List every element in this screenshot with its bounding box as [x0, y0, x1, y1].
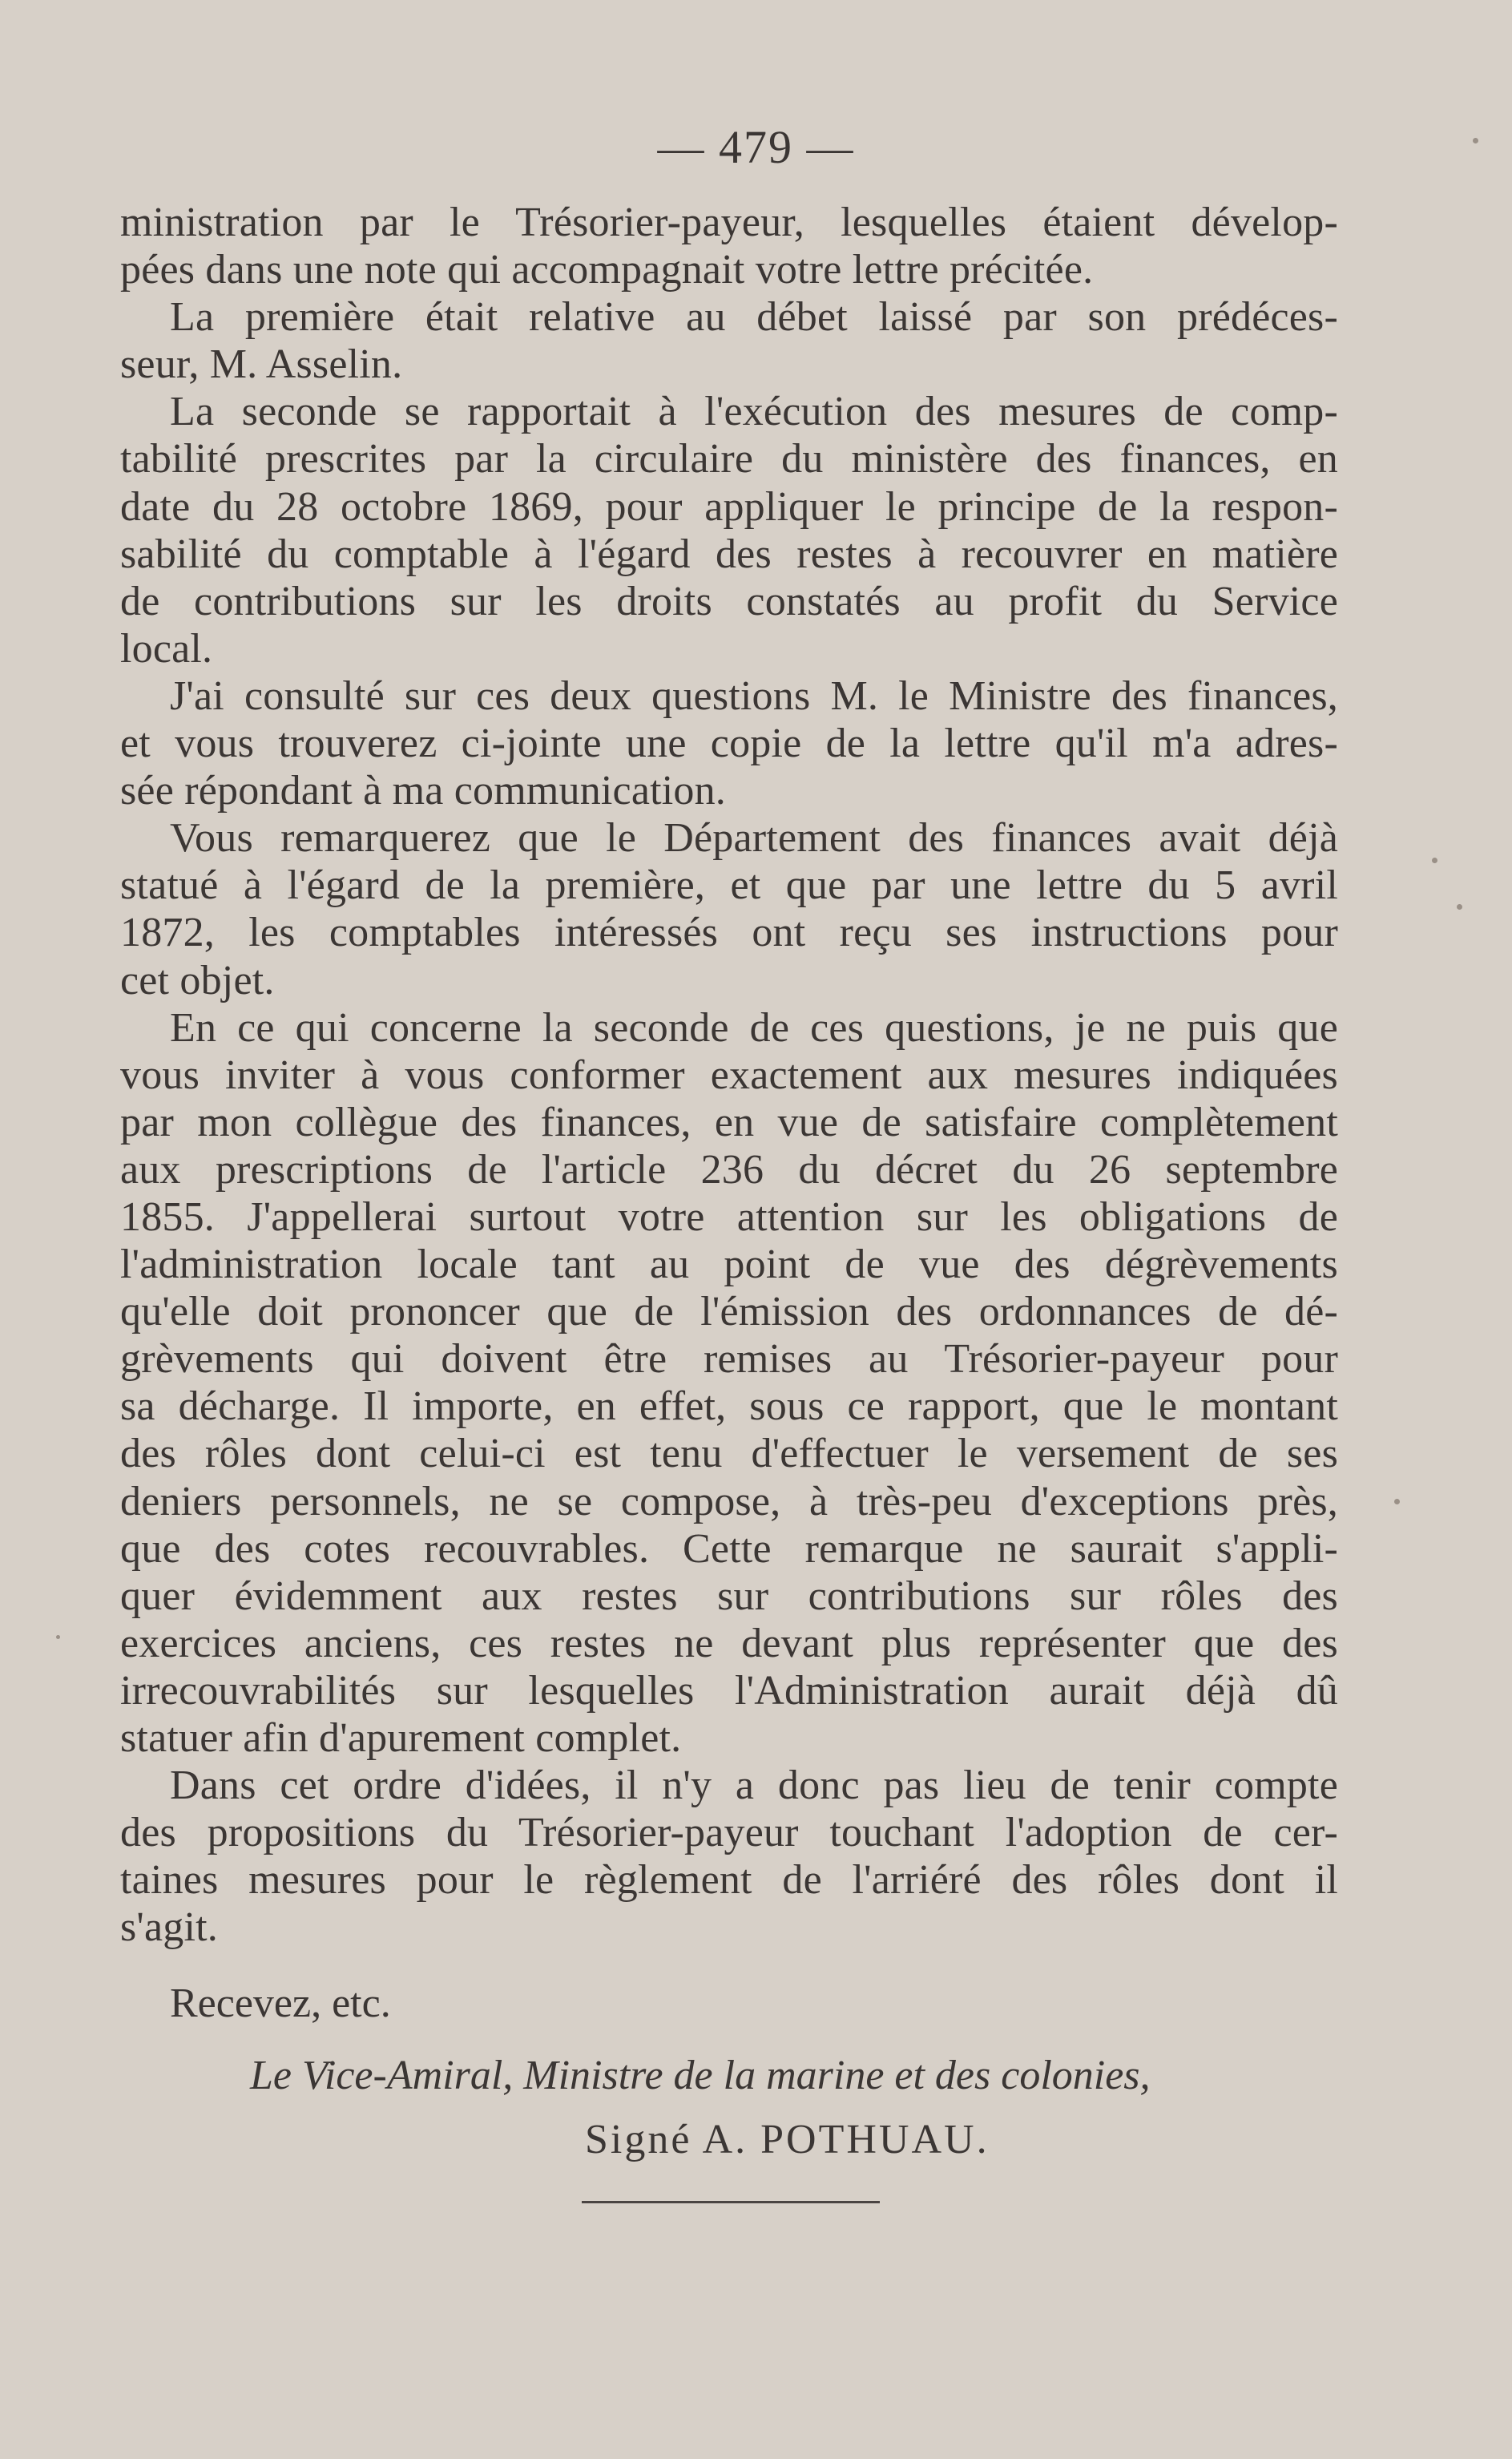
closing-rule — [582, 2201, 880, 2203]
closing-formula: Recevez, etc. — [170, 1981, 391, 2026]
text-line: deniers personnels, ne se compose, à très-peu d'exceptions près, — [120, 1478, 1338, 1524]
text-line: Dans cet ordre d'idées, il n'y a donc pas lieu de tenir compte — [170, 1762, 1338, 1809]
text-line: La seconde se rapportait à l'exécution des mesures de comp- — [170, 389, 1338, 435]
text-line: l'administration locale tant au point de vue des dégrèvements — [120, 1242, 1338, 1288]
text-line: 1855. J'appellerai surtout votre attention sur les obligations de — [120, 1193, 1338, 1240]
text-line: des rôles dont celui-ci est tenu d'effectuer le versement de ses — [120, 1431, 1338, 1477]
text-line: Vous remarquerez que le Département des finances avait déjà — [170, 815, 1338, 862]
text-line: La première était relative au débet laissé par son prédéces- — [170, 294, 1338, 341]
text-line: aux prescriptions de l'article 236 du décret du 26 septembre — [120, 1146, 1338, 1193]
text-line: pées dans une note qui accompagnait votre lettre précitée. — [120, 247, 1094, 293]
text-line: tabilité prescrites par la circulaire du ministère des finances, en — [120, 436, 1338, 483]
text-line: de contributions sur les droits constatés au profit du Service — [120, 578, 1338, 624]
paper-speck — [1394, 1499, 1400, 1504]
text-line: que des cotes recouvrables. Cette remarque ne saurait s'appli- — [120, 1525, 1338, 1572]
text-line: local. — [120, 625, 213, 672]
signature-title: Le Vice-Amiral, Ministre de la marine et des colonies, — [250, 2053, 1151, 2098]
text-line: quer évidemment aux restes sur contributions sur rôles des — [120, 1573, 1338, 1619]
signature-name: Signé A. POTHUAU. — [585, 2117, 990, 2162]
text-line: et vous trouverez ci-jointe une copie de la lettre qu'il m'a adres- — [120, 721, 1338, 767]
letter-body — [120, 199, 1338, 1951]
text-line: exercices anciens, ces restes ne devant plus représenter que des — [120, 1620, 1338, 1666]
text-line: date du 28 octobre 1869, pour appliquer le principe de la respon- — [120, 483, 1338, 530]
text-line: statuer afin d'apurement complet. — [120, 1715, 682, 1761]
paper-speck — [1457, 904, 1462, 910]
text-line: sabilité du comptable à l'égard des restes à recouvrer en matière — [120, 531, 1338, 577]
text-line: grèvements qui doivent être remises au Trésorier-payeur pour — [120, 1336, 1338, 1383]
paper-speck — [1432, 858, 1437, 863]
text-line: taines mesures pour le règlement de l'arriéré des rôles dont il — [120, 1857, 1338, 1904]
text-line: statué à l'égard de la première, et que par une lettre du 5 avril — [120, 862, 1338, 909]
text-line: sa décharge. Il importe, en effet, sous ce rapport, que le montant — [120, 1383, 1338, 1430]
text-line: des propositions du Trésorier-payeur touchant l'adoption de cer- — [120, 1810, 1338, 1856]
text-line: vous inviter à vous conformer exactement aux mesures indiquées — [120, 1052, 1338, 1098]
text-line: par mon collègue des finances, en vue de satisfaire complètement — [120, 1099, 1338, 1145]
text-line: 1872, les comptables intéressés ont reçu ses instructions pour — [120, 910, 1338, 956]
paper-speck — [56, 1635, 60, 1639]
text-line: irrecouvrabilités sur lesquelles l'Administration aurait déjà dû — [120, 1667, 1338, 1714]
text-line: sée répondant à ma communication. — [120, 768, 727, 814]
text-line: ministration par le Trésorier-payeur, lesquelles étaient dévelop- — [120, 200, 1338, 245]
paper-speck — [1473, 138, 1478, 143]
text-line: s'agit. — [120, 1904, 218, 1951]
text-line: cet objet. — [120, 957, 275, 1003]
text-line: qu'elle doit prononcer que de l'émission des ordonnances de dé- — [120, 1289, 1338, 1335]
page-number: — 479 — — [657, 121, 855, 173]
text-line: En ce qui concerne la seconde de ces questions, je ne puis que — [170, 1004, 1338, 1051]
text-line: J'ai consulté sur ces deux questions M. le Ministre des finances, — [170, 672, 1338, 719]
text-line: seur, M. Asselin. — [120, 341, 403, 388]
